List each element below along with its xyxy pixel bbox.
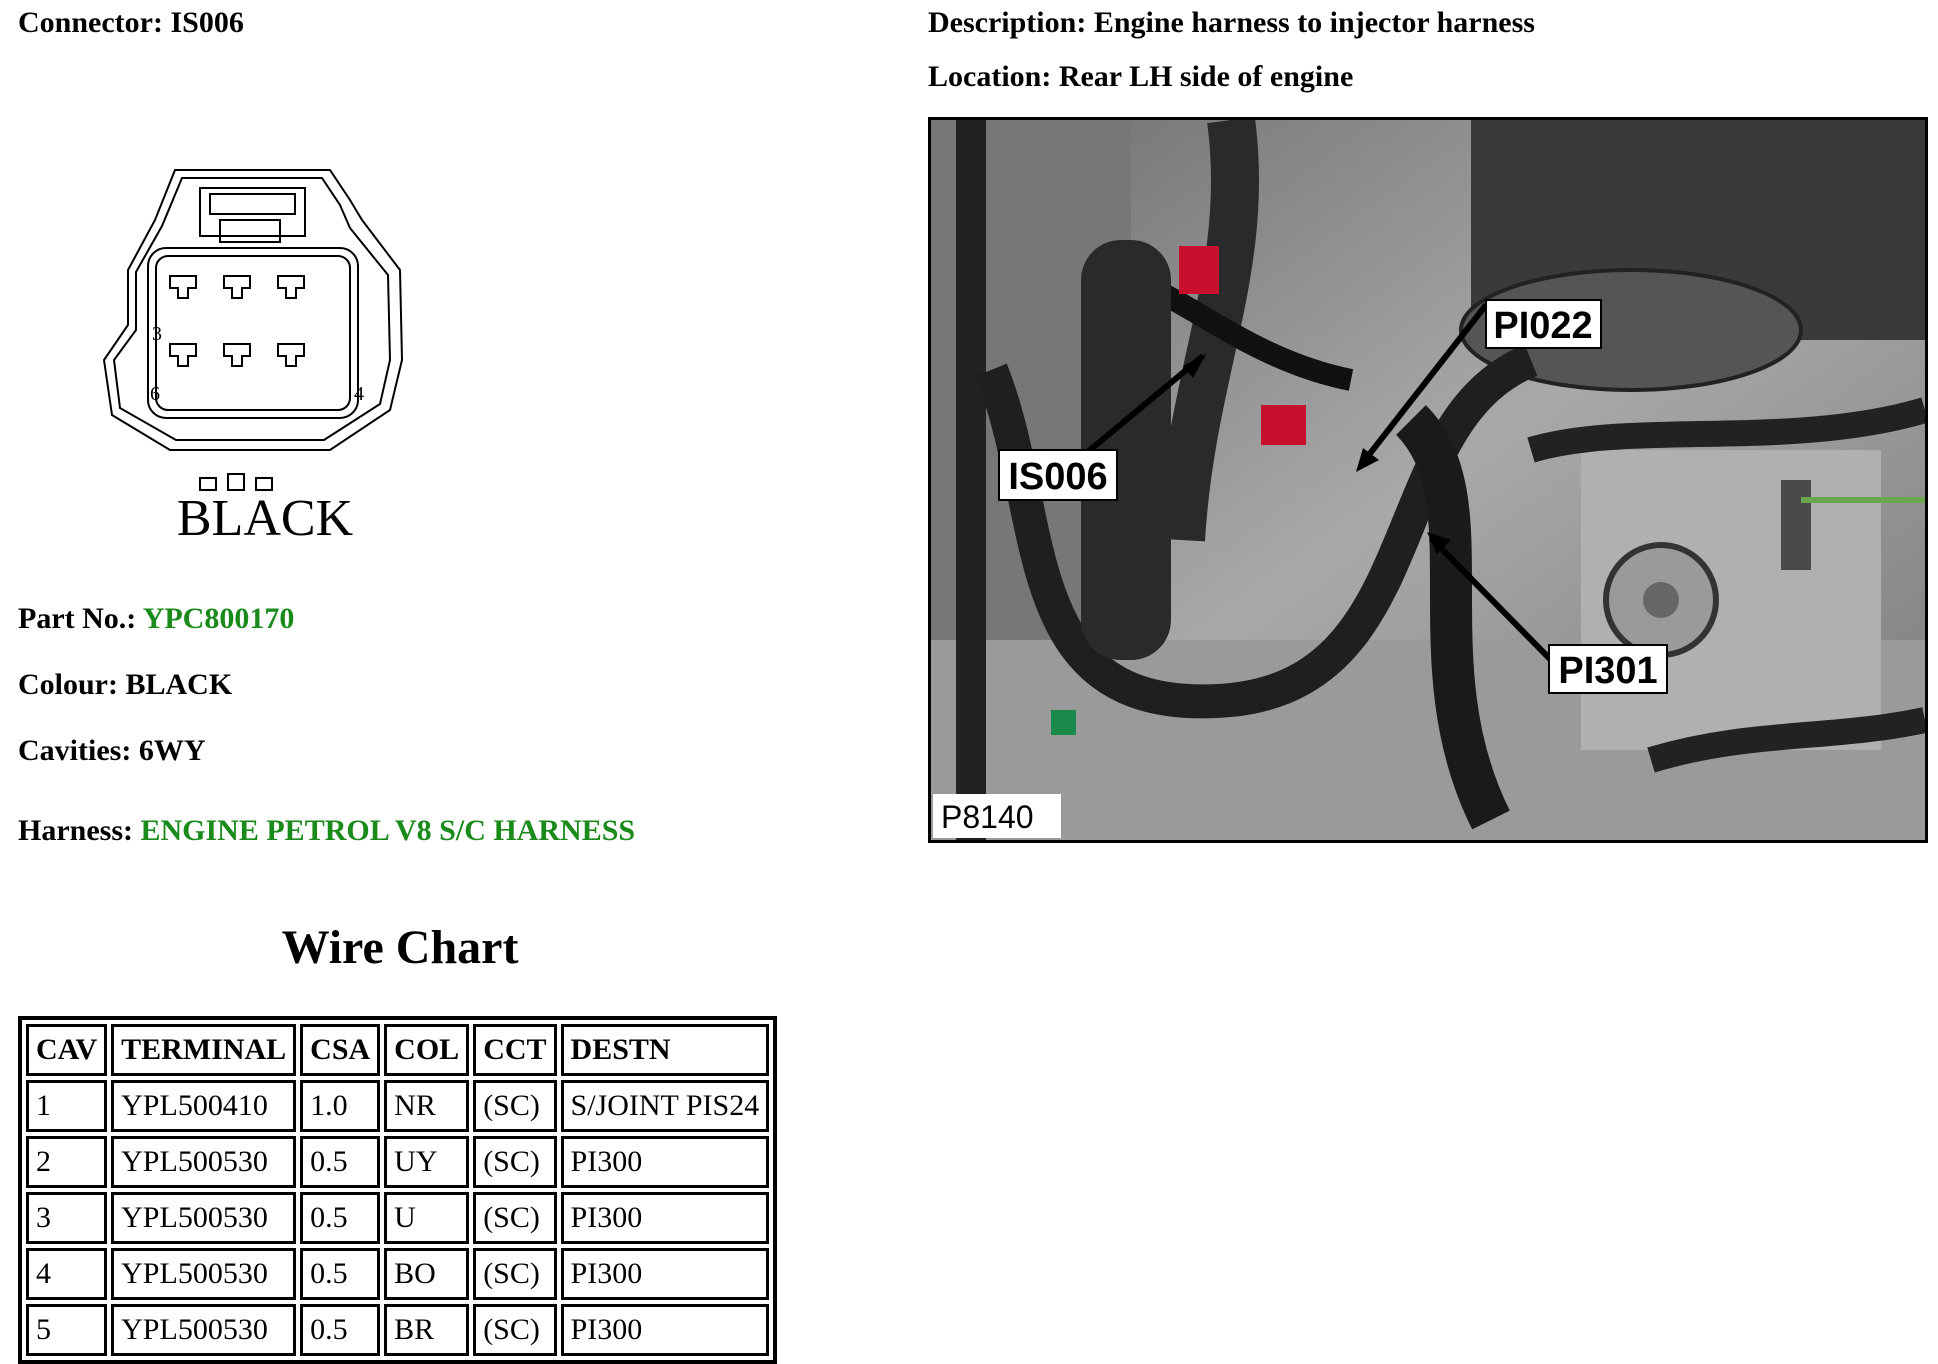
cell-col: UY bbox=[384, 1136, 469, 1188]
connector-colour-text: BLACK bbox=[176, 490, 354, 547]
connector-value: IS006 bbox=[170, 6, 244, 39]
pin-number-3: 3 bbox=[152, 323, 162, 345]
cell-terminal: YPL500530 bbox=[111, 1248, 296, 1300]
cavities-label: Cavities: bbox=[18, 734, 132, 767]
colour bbox=[18, 668, 232, 702]
cell-col: NR bbox=[384, 1080, 469, 1132]
part-number-link[interactable]: YPC800170 bbox=[142, 602, 295, 635]
cell-cct: (SC) bbox=[473, 1080, 556, 1132]
colour-label: Colour: bbox=[18, 668, 118, 701]
table-header-row bbox=[26, 1024, 769, 1076]
description bbox=[928, 6, 1535, 40]
harness-link[interactable]: ENGINE PETROL V8 S/C HARNESS bbox=[140, 814, 636, 847]
connector-latch bbox=[200, 188, 305, 236]
engine-photo-illustration bbox=[931, 120, 1925, 840]
cell-csa: 0.5 bbox=[300, 1136, 380, 1188]
cell-cct: (SC) bbox=[473, 1304, 556, 1356]
cell-cav: 5 bbox=[26, 1304, 107, 1356]
table-row bbox=[26, 1192, 769, 1244]
cell-destn: S/JOINT PIS24 bbox=[561, 1080, 770, 1132]
harness-label: Harness: bbox=[18, 814, 133, 847]
location bbox=[928, 60, 1353, 94]
cell-terminal: YPL500530 bbox=[111, 1304, 296, 1356]
cell-cct: (SC) bbox=[473, 1192, 556, 1244]
part-number-label: Part No.: bbox=[18, 602, 137, 635]
figure-id: P8140 bbox=[941, 799, 1034, 835]
wire-chart-title: Wire Chart bbox=[281, 921, 519, 974]
table-row bbox=[26, 1136, 769, 1188]
column-header-terminal: TERMINAL bbox=[111, 1024, 296, 1076]
cell-cav: 3 bbox=[26, 1192, 107, 1244]
cell-destn: PI300 bbox=[561, 1248, 770, 1300]
table-row bbox=[26, 1304, 769, 1356]
cell-csa: 0.5 bbox=[300, 1304, 380, 1356]
column-header-cct: CCT bbox=[473, 1024, 556, 1076]
location-value: Rear LH side of engine bbox=[1058, 60, 1354, 93]
cell-csa: 1.0 bbox=[300, 1080, 380, 1132]
cell-cav: 4 bbox=[26, 1248, 107, 1300]
cavity-grid bbox=[170, 276, 304, 366]
connector-label: Connector: bbox=[18, 6, 163, 39]
cell-terminal: YPL500410 bbox=[111, 1080, 296, 1132]
column-header-cav: CAV bbox=[26, 1024, 107, 1076]
cell-cct: (SC) bbox=[473, 1248, 556, 1300]
connector-cavity-frame bbox=[148, 248, 358, 418]
connector-title bbox=[18, 6, 244, 40]
harness bbox=[18, 814, 635, 848]
cell-cav: 1 bbox=[26, 1080, 107, 1132]
cell-destn: PI300 bbox=[561, 1192, 770, 1244]
key-marks bbox=[200, 474, 272, 490]
pin-number-4: 4 bbox=[354, 383, 364, 405]
cell-col: BR bbox=[384, 1304, 469, 1356]
cell-csa: 0.5 bbox=[300, 1192, 380, 1244]
connector-face-diagram bbox=[100, 160, 430, 550]
cavities bbox=[18, 734, 205, 768]
cell-cav: 2 bbox=[26, 1136, 107, 1188]
wire-chart-table bbox=[18, 1016, 777, 1364]
cell-destn: PI300 bbox=[561, 1136, 770, 1188]
column-header-col: COL bbox=[384, 1024, 469, 1076]
cell-cct: (SC) bbox=[473, 1136, 556, 1188]
pin-number-6: 6 bbox=[150, 383, 160, 405]
cell-csa: 0.5 bbox=[300, 1248, 380, 1300]
callout-pi301: PI301 bbox=[1558, 650, 1658, 692]
cell-col: U bbox=[384, 1192, 469, 1244]
description-value: Engine harness to injector harness bbox=[1093, 6, 1535, 39]
cell-col: BO bbox=[384, 1248, 469, 1300]
table-row bbox=[26, 1248, 769, 1300]
cell-destn: PI300 bbox=[561, 1304, 770, 1356]
part-number bbox=[18, 602, 294, 636]
column-header-csa: CSA bbox=[300, 1024, 380, 1076]
table-row bbox=[26, 1080, 769, 1132]
cavities-value: 6WY bbox=[138, 734, 206, 767]
callout-is006: IS006 bbox=[1008, 456, 1108, 498]
location-label: Location: bbox=[928, 60, 1052, 93]
cell-terminal: YPL500530 bbox=[111, 1136, 296, 1188]
cell-terminal: YPL500530 bbox=[111, 1192, 296, 1244]
colour-value: BLACK bbox=[125, 668, 233, 701]
callout-pi022: PI022 bbox=[1493, 305, 1593, 347]
description-label: Description: bbox=[928, 6, 1087, 39]
column-header-destn: DESTN bbox=[561, 1024, 770, 1076]
engine-photo bbox=[928, 117, 1928, 843]
